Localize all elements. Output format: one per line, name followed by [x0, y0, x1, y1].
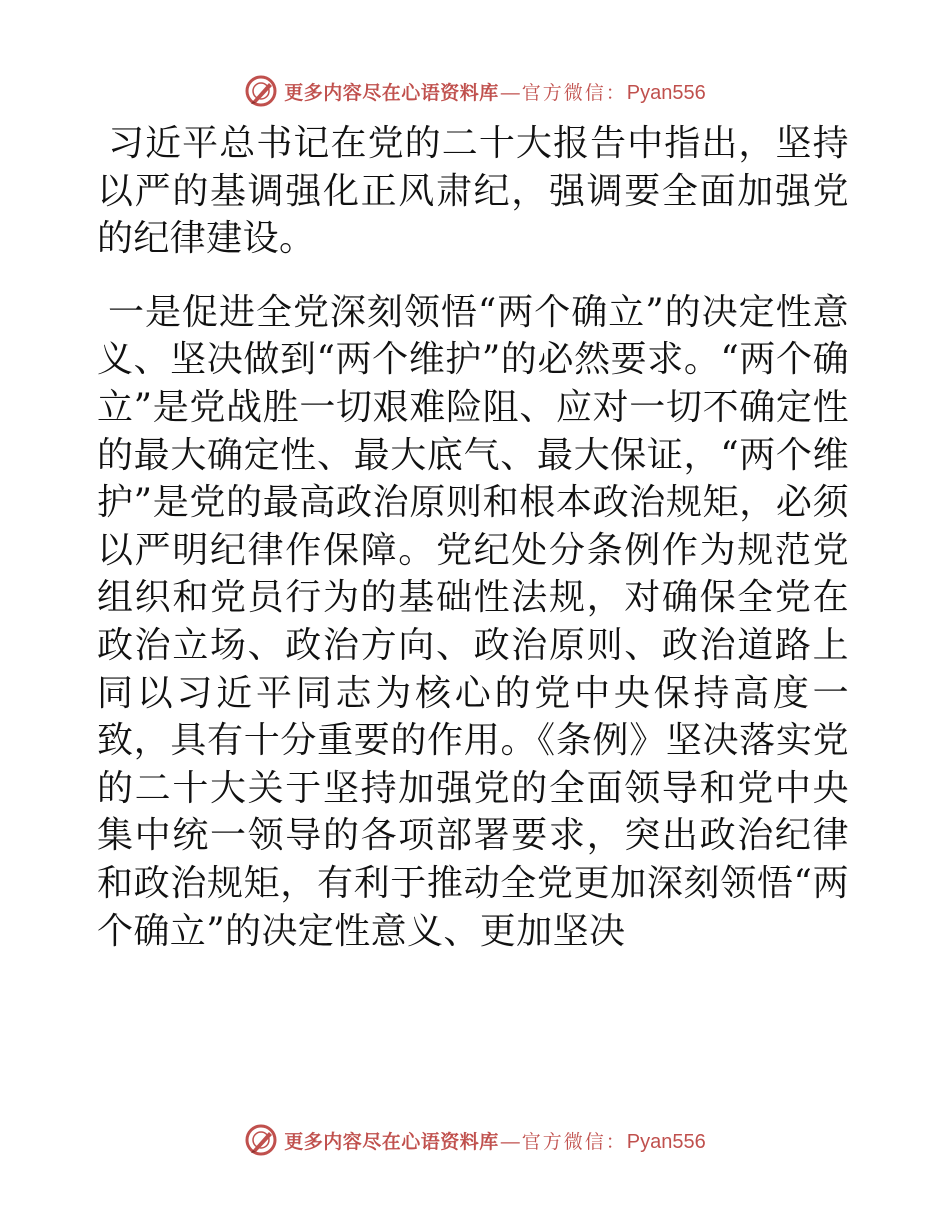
footer-wechat-id: Pyan556: [626, 1130, 706, 1153]
document-body: [97, 120, 849, 955]
footer-site-text: 更多内容尽在心语资料库: [284, 1130, 499, 1153]
header-dash: —: [500, 82, 520, 104]
header-wechat-id: Pyan556: [626, 81, 706, 104]
header-banner-text: [284, 78, 706, 105]
pen-circle-logo-icon: [244, 74, 278, 108]
footer-official-text: 官方微信：: [521, 1130, 627, 1153]
paragraph-intro: 习近平总书记在党的二十大报告中指出，坚持以严的基调强化正风肃纪，强调要全面加强党的纪律建设。: [97, 123, 849, 260]
paragraph-point-one: 一是促进全党深刻领悟“两个确立”的决定性意义、坚决做到“两个维护”的必然要求。“两个确立”是党战胜一切艰难险阻、应对一切不确定性的最大确定性、最大底气、最大保证，“两个维护”是党的最高政治原则和根本政治规矩，必须以严明纪律作保障。党纪处分条例作为规范党组织和党员行为的基础性法规，对确保全党在政治立场、政治方向、政治原则、政治道路上同以习近平同志为核心的党中央保持高度一致，具有十分重要的作用。《条例》坚决落实党的二十大关于坚持加强党的全面领导和党中央集中统一领导的各项部署要求，突出政治纪律和政治规矩，有利于推动全党更加深刻领悟“两个确立”的决定性意义、更加坚决: [97, 291, 849, 952]
footer-banner-text: [284, 1127, 706, 1154]
header-official-text: 官方微信：: [521, 81, 627, 104]
footer-dash: —: [500, 1131, 520, 1153]
footer-banner: [0, 1120, 950, 1160]
header-banner: [0, 71, 950, 111]
header-site-text: 更多内容尽在心语资料库: [284, 81, 499, 104]
pen-circle-logo-icon: [244, 1123, 278, 1157]
